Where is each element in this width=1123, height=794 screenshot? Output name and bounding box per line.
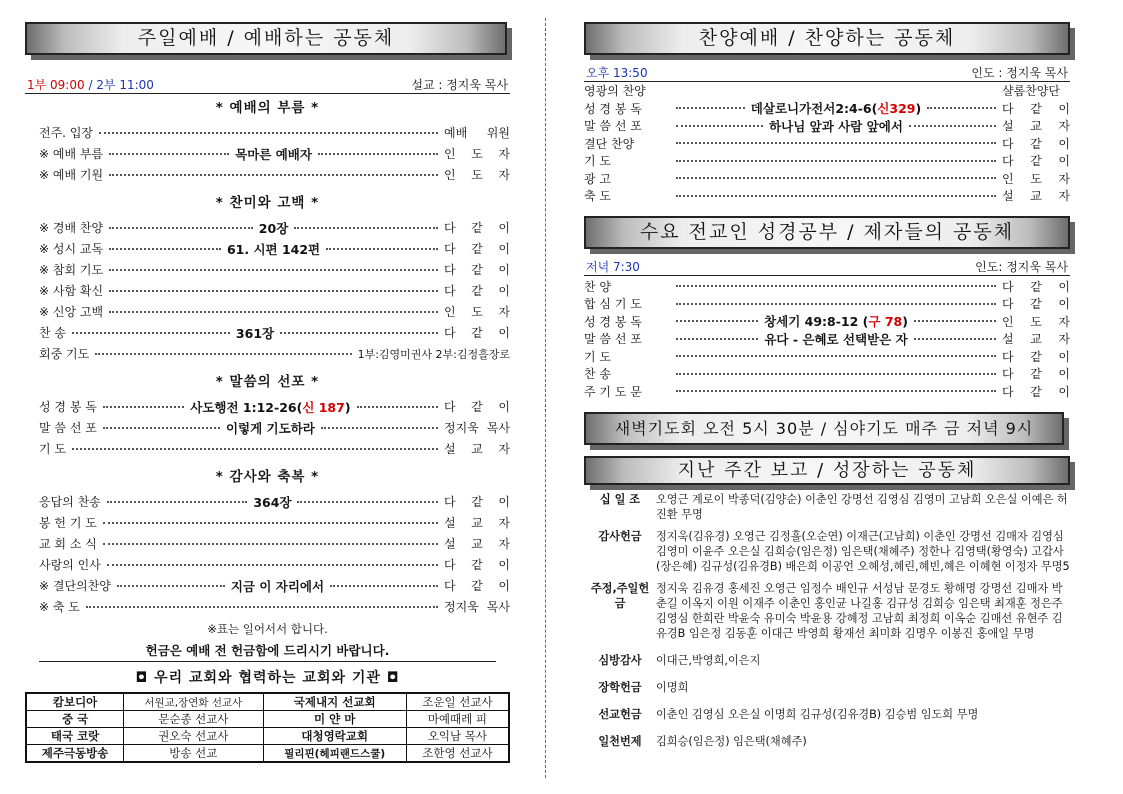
weekly-label: 선교헌금 bbox=[598, 708, 642, 721]
dotted-leader bbox=[109, 227, 253, 229]
row-item bbox=[764, 312, 908, 330]
order-row bbox=[584, 117, 1070, 135]
dotted-leader bbox=[927, 107, 996, 109]
right-column bbox=[584, 22, 1070, 749]
dotted-leader bbox=[109, 153, 229, 155]
weekly-report-banner bbox=[584, 456, 1070, 485]
dotted-leader bbox=[95, 353, 351, 355]
row-label: 주 기 도 문 bbox=[584, 384, 642, 399]
time-separator: / bbox=[84, 78, 97, 92]
row-item bbox=[227, 240, 320, 258]
row-item bbox=[235, 145, 312, 163]
weekly-label: 감사헌금 bbox=[598, 530, 642, 543]
order-row bbox=[25, 596, 510, 617]
row-item-ref: 신329 bbox=[877, 101, 916, 117]
section-heading: * 말씀의 선포 * bbox=[215, 374, 320, 390]
row-label: 성 경 봉 독 bbox=[584, 101, 642, 116]
row-role: 설 교 자 bbox=[1002, 189, 1070, 204]
row-item-text: 유다 - 은혜로 선택받은 자 bbox=[764, 331, 908, 347]
order-row bbox=[25, 438, 510, 459]
partner-cell: 권오숙 선교사 bbox=[124, 728, 263, 745]
order-row bbox=[25, 322, 510, 343]
row-role: 정지욱 목사 bbox=[444, 421, 511, 435]
row-item bbox=[236, 324, 274, 342]
dotted-leader bbox=[103, 406, 184, 408]
row-label: 사랑의 인사 bbox=[39, 558, 101, 572]
dotted-leader bbox=[909, 125, 996, 127]
row-role: 다 같 이 bbox=[444, 326, 511, 340]
order-row bbox=[584, 170, 1070, 188]
row-label: 찬 송 bbox=[584, 367, 611, 382]
dotted-leader bbox=[109, 290, 438, 292]
row-label: ※ 예배 부름 bbox=[39, 147, 104, 161]
dotted-leader bbox=[107, 564, 438, 566]
row-role: 다 같 이 bbox=[444, 263, 510, 277]
row-item bbox=[231, 577, 324, 595]
partner-cell: 제주극동방송 bbox=[26, 745, 124, 763]
wednesday-order bbox=[584, 278, 1070, 401]
row-label: 찬 송 bbox=[39, 326, 66, 340]
row-role: 다 같 이 bbox=[444, 221, 511, 235]
row-item-text: 사도행전 1:12-26( bbox=[190, 399, 303, 415]
row-label: 전주. 입장 bbox=[39, 126, 93, 140]
partner-cell: 대청영락교회 bbox=[263, 728, 406, 745]
dotted-leader bbox=[297, 501, 438, 503]
praise-service-banner bbox=[584, 22, 1070, 55]
weekly-row bbox=[590, 529, 1070, 574]
row-item-end: ) bbox=[344, 399, 351, 415]
dotted-leader bbox=[86, 606, 438, 608]
row-role: 인 도 자 bbox=[1002, 171, 1070, 186]
order-row bbox=[584, 365, 1070, 383]
dotted-leader bbox=[676, 125, 763, 127]
row-role: 다 같 이 bbox=[1002, 349, 1070, 364]
row-role: 1부:김영미권사 2부:김정흘장로 bbox=[357, 347, 510, 361]
row-label: ※ 참회 기도 bbox=[39, 263, 104, 277]
first-service-time: 1부 09:00 bbox=[27, 78, 85, 92]
row-item-ref: 구 78 bbox=[868, 314, 903, 330]
dotted-leader bbox=[676, 320, 758, 322]
row-role: 다 같 이 bbox=[444, 495, 511, 509]
dotted-leader bbox=[676, 338, 758, 340]
partner-cell: 필리핀(헤피랜드스쿨) bbox=[263, 745, 406, 763]
row-item bbox=[769, 117, 903, 135]
partner-cell: 조운일 선교사 bbox=[406, 693, 509, 711]
row-label: 말 씀 선 포 bbox=[584, 119, 642, 134]
weekly-row bbox=[590, 707, 1070, 722]
partner-cell: 미 얀 마 bbox=[263, 711, 406, 728]
weekly-names: 정지욱(김유경) 오영근 김정흘(오순연) 이재근(고남희) 이춘인 강명선 김매자 김영심 김영미 이윤주 오은실 김희승(임은정) 임은택(채혜주) 정한나 김영택(황영숙) 고갑사(장은혜) 김규성(김유경B) 배은희 이공언 오혜성,혜린,혜빈,혜은 이혜현 이정자 무명5 bbox=[656, 530, 1070, 573]
row-item-text: 364장 bbox=[253, 494, 292, 510]
row-item-end: ) bbox=[915, 101, 922, 117]
row-role: 다 같 이 bbox=[1002, 136, 1070, 151]
dotted-leader bbox=[103, 543, 438, 545]
partner-cell: 마예때레 피 bbox=[406, 711, 509, 728]
row-role: 인 도 자 bbox=[444, 168, 510, 182]
row-item bbox=[226, 419, 315, 437]
partners-row bbox=[26, 745, 509, 763]
praise-time: 오후 13:50 bbox=[586, 66, 648, 80]
partners-row bbox=[26, 711, 509, 728]
row-role: 다 같 이 bbox=[1002, 384, 1070, 399]
row-role: 설 교 자 bbox=[1002, 119, 1070, 134]
weekly-report bbox=[584, 492, 1070, 749]
preacher: 설교 : 정지욱 목사 bbox=[411, 78, 508, 92]
dotted-leader bbox=[109, 174, 438, 176]
row-label: 응답의 찬송 bbox=[39, 495, 101, 509]
dotted-leader bbox=[72, 332, 230, 334]
dotted-leader bbox=[99, 132, 438, 134]
dotted-leader bbox=[676, 390, 996, 392]
order-row bbox=[584, 152, 1070, 170]
row-label: ※ 축 도 bbox=[39, 600, 80, 614]
row-item bbox=[764, 330, 907, 348]
order-row bbox=[25, 238, 510, 259]
row-role: 정지욱 목사 bbox=[444, 600, 510, 614]
partner-cell: 서원교,장연화 선교사 bbox=[124, 693, 263, 711]
section-heading: * 예배의 부름 * bbox=[215, 100, 320, 116]
row-label: 기 도 bbox=[584, 349, 611, 364]
order-row bbox=[25, 512, 510, 533]
row-item-text: 창세기 49:8-12 ( bbox=[764, 314, 869, 330]
row-item bbox=[259, 219, 288, 237]
partners-row bbox=[26, 728, 509, 745]
service-times-bar bbox=[25, 77, 510, 94]
banner-title: 수요 전교인 성경공부 / 제자들의 공동체 bbox=[639, 220, 1015, 243]
dotted-leader bbox=[357, 406, 438, 408]
weekly-row bbox=[590, 734, 1070, 749]
dotted-leader bbox=[294, 227, 438, 229]
row-role: 인 도 자 bbox=[1002, 314, 1070, 329]
row-role: 인 도 자 bbox=[444, 305, 510, 319]
banner-title: 새벽기도회 오전 5시 30분 / 심야기도 매주 금 저녁 9시 bbox=[614, 419, 1034, 438]
order-row bbox=[25, 259, 510, 280]
row-label: ※ 결단의찬양 bbox=[39, 579, 111, 593]
row-role: 예배 위원 bbox=[444, 126, 510, 140]
dotted-leader bbox=[676, 107, 745, 109]
partner-cell: 국제내지 선교회 bbox=[263, 693, 406, 711]
second-service-time: 2부 11:00 bbox=[96, 78, 154, 92]
weekly-row bbox=[590, 492, 1070, 522]
order-row bbox=[25, 396, 510, 417]
weekly-label: 십 일 조 bbox=[599, 493, 641, 506]
order-row bbox=[25, 164, 510, 185]
prayer-meeting-banner bbox=[584, 412, 1064, 445]
weekly-row bbox=[590, 653, 1070, 668]
weekly-names: 이명희 bbox=[656, 681, 689, 694]
row-role: 다 같 이 bbox=[444, 579, 511, 593]
partner-cell: 태국 코랏 bbox=[26, 728, 124, 745]
dotted-leader bbox=[103, 427, 220, 429]
weekly-label: 주정,주일헌금 bbox=[590, 582, 650, 610]
row-label: 광 고 bbox=[584, 171, 611, 186]
dotted-leader bbox=[321, 427, 438, 429]
row-label: 성 경 봉 독 bbox=[39, 400, 97, 414]
dotted-leader bbox=[676, 177, 996, 179]
banner-title: 지난 주간 보고 / 성장하는 공동체 bbox=[677, 460, 977, 481]
row-label: 영광의 찬양 bbox=[584, 84, 646, 99]
weekly-row bbox=[590, 581, 1070, 641]
row-role: 다 같 이 bbox=[444, 242, 511, 256]
order-row bbox=[25, 343, 510, 364]
row-item-text: 목마른 예배자 bbox=[235, 146, 312, 162]
partner-cell: 중 국 bbox=[26, 711, 124, 728]
row-label: 기 도 bbox=[584, 154, 611, 169]
dotted-leader bbox=[326, 248, 438, 250]
row-item-end: ) bbox=[902, 314, 908, 330]
weekly-label: 심방감사 bbox=[598, 654, 642, 667]
section-heading: * 감사와 축복 * bbox=[215, 469, 320, 485]
order-row bbox=[584, 187, 1070, 205]
service-times bbox=[27, 76, 154, 93]
row-item-ref: 신 187 bbox=[302, 399, 345, 415]
dotted-leader bbox=[109, 269, 438, 271]
banner-title: 주일예배 / 예배하는 공동체 bbox=[137, 27, 395, 49]
row-label: 봉 헌 기 도 bbox=[39, 516, 97, 530]
row-item-text: 지금 이 자리에서 bbox=[230, 578, 325, 594]
row-item bbox=[190, 398, 350, 416]
row-label: ※ 예배 기원 bbox=[39, 168, 104, 182]
row-item-text: 이렇게 기도하라 bbox=[225, 420, 315, 436]
praise-time-bar bbox=[584, 65, 1070, 82]
dotted-leader bbox=[676, 285, 996, 287]
dotted-leader bbox=[676, 373, 996, 375]
row-label: 회중 기도 bbox=[39, 347, 90, 361]
page-divider bbox=[545, 18, 546, 778]
praise-order bbox=[584, 82, 1070, 205]
row-item-text: 20장 bbox=[258, 220, 289, 236]
dotted-leader bbox=[676, 195, 996, 197]
row-label: 합 심 기 도 bbox=[584, 297, 642, 312]
order-row bbox=[25, 491, 510, 512]
sunday-service-banner bbox=[25, 22, 507, 55]
partner-cell: 방송 선교 bbox=[124, 745, 263, 763]
weekly-names: 이대근,박영희,이은지 bbox=[656, 654, 761, 667]
row-role: 다 같 이 bbox=[1002, 367, 1070, 382]
row-role: 설 교 자 bbox=[1002, 332, 1071, 347]
row-label: ※ 성시 교독 bbox=[39, 242, 104, 256]
sunday-service-column bbox=[25, 22, 510, 763]
row-role: 다 같 이 bbox=[444, 284, 510, 298]
row-label: 찬 양 bbox=[584, 279, 611, 294]
row-label: 결단 찬양 bbox=[584, 136, 635, 151]
dotted-leader bbox=[676, 160, 996, 162]
dotted-leader bbox=[109, 311, 438, 313]
row-label: 축 도 bbox=[584, 189, 611, 204]
dotted-leader bbox=[72, 448, 438, 450]
weekly-names: 정지욱 김유경 홍세진 오영근 임정수 배인규 서성남 문경도 황해명 강명선 김매자 박춘길 이옥지 이원 이재주 이춘인 홍인균 나길홍 김규성 김희승 임은택 최재훈 정은주 김영심 한희란 박윤숙 유미숙 박윤용 강혜정 고남희 최정희 이옥순 김매선 유현주 김유경B 임은정 김동훈 이대근 박영희 황재선 최미화 김명우 이봉진 홍애일 무명 bbox=[656, 582, 1063, 640]
dotted-leader bbox=[117, 585, 225, 587]
partners-title: ◘ 우리 교회와 협력하는 교회와 기관 ◘ bbox=[135, 670, 400, 686]
order-row bbox=[25, 122, 510, 143]
order-row bbox=[25, 143, 510, 164]
row-role: 설 교 자 bbox=[444, 537, 510, 551]
row-item bbox=[253, 493, 291, 511]
weekly-names: 오영근 계로이 박종덕(김양순) 이춘인 강명선 김영심 김영미 고남희 오은실 이예은 허진환 무명 bbox=[656, 493, 1068, 521]
wednesday-study-banner bbox=[584, 216, 1070, 249]
row-role: 샬롬찬양단 bbox=[1002, 84, 1060, 99]
section-heading: * 찬미와 고백 * bbox=[215, 195, 320, 211]
order-row bbox=[25, 575, 510, 596]
order-row bbox=[584, 383, 1070, 401]
row-role: 다 같 이 bbox=[1002, 279, 1070, 294]
row-role: 다 같 이 bbox=[1002, 154, 1070, 169]
dotted-leader bbox=[109, 248, 221, 250]
wednesday-time: 저녁 7:30 bbox=[586, 259, 640, 274]
order-row bbox=[584, 295, 1070, 313]
partner-cell: 문순종 선교사 bbox=[124, 711, 263, 728]
row-role: 다 같 이 bbox=[444, 400, 511, 414]
row-label: 말 씀 선 포 bbox=[39, 421, 97, 435]
partners-row bbox=[26, 693, 509, 711]
row-label: 교 회 소 식 bbox=[39, 537, 97, 551]
order-row bbox=[584, 278, 1070, 296]
order-row bbox=[25, 417, 510, 438]
weekly-label: 장학헌금 bbox=[598, 681, 642, 694]
dotted-leader bbox=[103, 522, 438, 524]
row-role: 다 같 이 bbox=[1002, 101, 1071, 116]
order-row bbox=[584, 100, 1070, 118]
row-label: 기 도 bbox=[39, 442, 66, 456]
dotted-leader bbox=[676, 303, 996, 305]
order-row bbox=[25, 554, 510, 575]
dotted-leader bbox=[914, 338, 996, 340]
order-row bbox=[584, 330, 1070, 348]
partner-cell: 캄보디아 bbox=[26, 693, 124, 711]
wednesday-leader: 인도: 정지욱 목사 bbox=[975, 259, 1068, 274]
row-label: 성 경 봉 독 bbox=[584, 314, 642, 329]
order-row bbox=[25, 217, 510, 238]
row-role: 다 같 이 bbox=[1002, 297, 1070, 312]
dotted-leader bbox=[914, 320, 996, 322]
dotted-leader bbox=[330, 585, 438, 587]
row-item-text: 61. 시편 142편 bbox=[226, 241, 321, 257]
partner-cell: 오익남 목사 bbox=[406, 728, 509, 745]
row-label: ※ 사함 확신 bbox=[39, 284, 104, 298]
dotted-leader bbox=[107, 501, 248, 503]
row-label: ※ 경배 찬양 bbox=[39, 221, 104, 235]
row-item-text: 데살로니가전서2:4-6( bbox=[750, 101, 878, 117]
dotted-leader bbox=[676, 355, 996, 357]
weekly-names: 이춘인 김영심 오은실 이명희 김규성(김유경B) 김승범 임도희 무명 bbox=[656, 708, 979, 721]
order-row bbox=[584, 313, 1070, 331]
stand-note: ※표는 일어서서 합니다. bbox=[207, 622, 328, 636]
dotted-leader bbox=[318, 153, 438, 155]
row-item-text: 하나님 앞과 사람 앞에서 bbox=[769, 118, 903, 134]
order-row bbox=[584, 82, 1070, 100]
partner-cell: 조한영 선교사 bbox=[406, 745, 509, 763]
dotted-leader bbox=[280, 332, 438, 334]
weekly-names: 김희승(임은정) 임은택(채혜주) bbox=[656, 735, 807, 748]
order-row bbox=[584, 348, 1070, 366]
order-row bbox=[584, 135, 1070, 153]
row-item-text: 361장 bbox=[235, 325, 275, 341]
dotted-leader bbox=[676, 142, 996, 144]
row-label: 말 씀 선 포 bbox=[584, 332, 642, 347]
weekly-row bbox=[590, 680, 1070, 695]
banner-title: 찬양예배 / 찬양하는 공동체 bbox=[698, 27, 956, 49]
row-role: 인 도 자 bbox=[444, 147, 510, 161]
row-role: 설 교 자 bbox=[444, 442, 510, 456]
row-label: ※ 신앙 고백 bbox=[39, 305, 104, 319]
order-row bbox=[25, 533, 510, 554]
order-row bbox=[25, 280, 510, 301]
row-role: 설 교 자 bbox=[444, 516, 510, 530]
row-item bbox=[751, 99, 921, 117]
row-role: 다 같 이 bbox=[444, 558, 510, 572]
order-row bbox=[25, 301, 510, 322]
partners-table bbox=[25, 692, 510, 763]
wednesday-time-bar bbox=[584, 259, 1070, 276]
offering-note: 헌금은 예배 전 헌금함에 드리시기 바랍니다. bbox=[39, 641, 496, 662]
weekly-label: 일천번제 bbox=[598, 735, 642, 748]
order-of-worship bbox=[25, 94, 510, 617]
praise-leader: 인도 : 정지욱 목사 bbox=[971, 66, 1068, 80]
